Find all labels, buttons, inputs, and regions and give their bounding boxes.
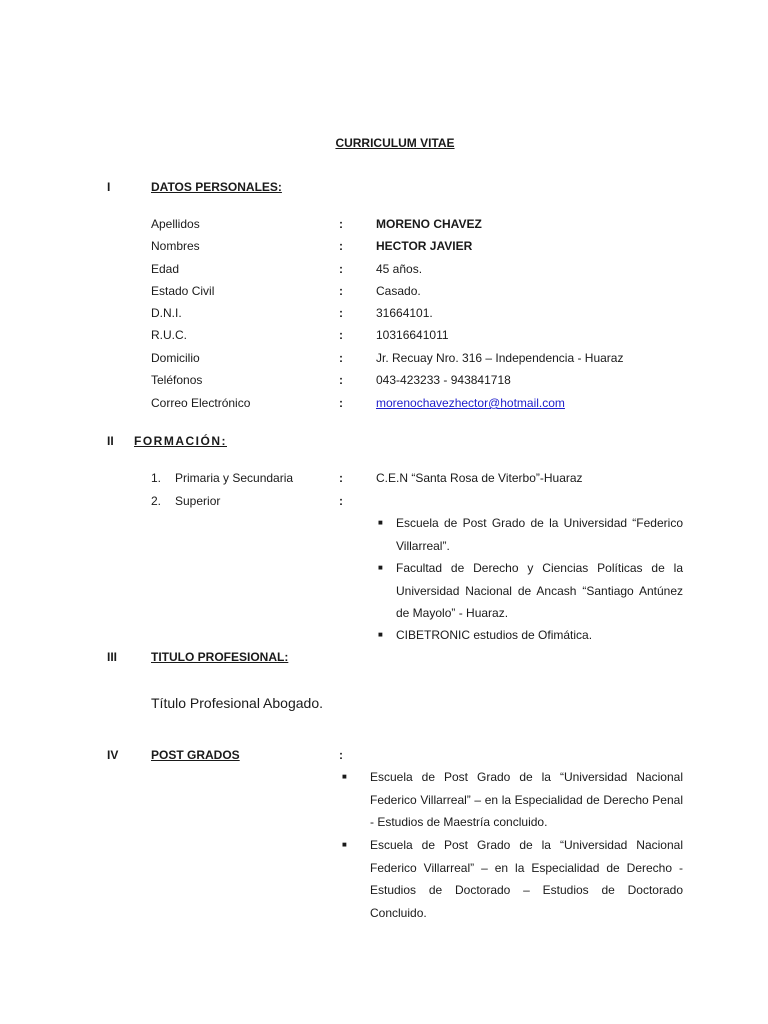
square-bullet-icon: ■ bbox=[378, 518, 383, 527]
education-value: C.E.N “Santa Rosa de Viterbo”-Huaraz bbox=[376, 471, 583, 485]
field-value-ruc: 10316641011 bbox=[376, 328, 449, 342]
list-item-number: 1. bbox=[151, 471, 162, 485]
list-item-number: 2. bbox=[151, 494, 162, 508]
list-item: Escuela de Post Grado de la Universidad “Federico Villarreal”. bbox=[396, 516, 683, 553]
list-item: Escuela de Post Grado de la “Universidad Nacional Federico Villarreal” – en la Especialidad de Derecho - Estudios de Doctorado – Estudios de Doctorado Concluido. bbox=[370, 838, 683, 920]
square-bullet-icon: ■ bbox=[342, 772, 347, 781]
field-colon: : bbox=[339, 284, 343, 298]
section-title-titulo: TITULO PROFESIONAL: bbox=[151, 650, 289, 664]
professional-title-text: Título Profesional Abogado. bbox=[151, 695, 324, 711]
section-number: III bbox=[107, 650, 118, 664]
section-title-personal: DATOS PERSONALES: bbox=[151, 180, 282, 194]
field-label: Correo Electrónico bbox=[151, 396, 251, 410]
email-link[interactable]: morenochavezhector@hotmail.com bbox=[376, 396, 565, 410]
document-title: CURRICULUM VITAE bbox=[335, 136, 455, 150]
field-colon: : bbox=[339, 396, 343, 410]
education-label: Primaria y Secundaria bbox=[175, 471, 294, 485]
field-label: Nombres bbox=[151, 239, 200, 253]
field-colon: : bbox=[339, 494, 343, 508]
field-label: Edad bbox=[151, 262, 180, 276]
field-value-estado-civil: Casado. bbox=[376, 284, 421, 298]
section-title-postgrados: POST GRADOS bbox=[151, 748, 240, 762]
field-colon: : bbox=[339, 306, 343, 320]
square-bullet-icon: ■ bbox=[378, 630, 383, 639]
field-value-apellidos: MORENO CHAVEZ bbox=[376, 217, 482, 231]
field-colon: : bbox=[339, 328, 343, 342]
field-colon: : bbox=[339, 262, 343, 276]
list-item: CIBETRONIC estudios de Ofimática. bbox=[396, 628, 593, 642]
field-colon: : bbox=[339, 748, 343, 762]
field-label: R.U.C. bbox=[151, 328, 187, 342]
square-bullet-icon: ■ bbox=[378, 563, 383, 572]
field-value-telefonos: 043-423233 - 943841718 bbox=[376, 373, 511, 387]
field-value-edad: 45 años. bbox=[376, 262, 423, 276]
field-colon: : bbox=[339, 239, 343, 253]
field-label: D.N.I. bbox=[151, 306, 182, 320]
field-label: Domicilio bbox=[151, 351, 200, 365]
field-colon: : bbox=[339, 471, 343, 485]
section-number: IV bbox=[107, 748, 119, 762]
section-title-formacion: FORMACIÓN: bbox=[134, 434, 227, 448]
section-number: I bbox=[107, 180, 111, 194]
field-label: Estado Civil bbox=[151, 284, 215, 298]
square-bullet-icon: ■ bbox=[342, 840, 347, 849]
field-colon: : bbox=[339, 373, 343, 387]
field-value-domicilio: Jr. Recuay Nro. 316 – Independencia - Huaraz bbox=[376, 351, 624, 365]
section-number: II bbox=[107, 434, 114, 448]
field-value-nombres: HECTOR JAVIER bbox=[376, 239, 473, 253]
education-label: Superior bbox=[175, 494, 221, 508]
list-item: Facultad de Derecho y Ciencias Políticas de la Universidad Nacional de Ancash “Santiago Antúnez de Mayolo” - Huaraz. bbox=[396, 561, 683, 620]
field-label: Teléfonos bbox=[151, 373, 203, 387]
list-item: Escuela de Post Grado de la “Universidad Nacional Federico Villarreal” – en la Especialidad de Derecho Penal - Estudios de Maestría concluido. bbox=[370, 770, 683, 829]
field-value-dni: 31664101. bbox=[376, 306, 433, 320]
field-label: Apellidos bbox=[151, 217, 200, 231]
field-colon: : bbox=[339, 217, 343, 231]
field-colon: : bbox=[339, 351, 343, 365]
